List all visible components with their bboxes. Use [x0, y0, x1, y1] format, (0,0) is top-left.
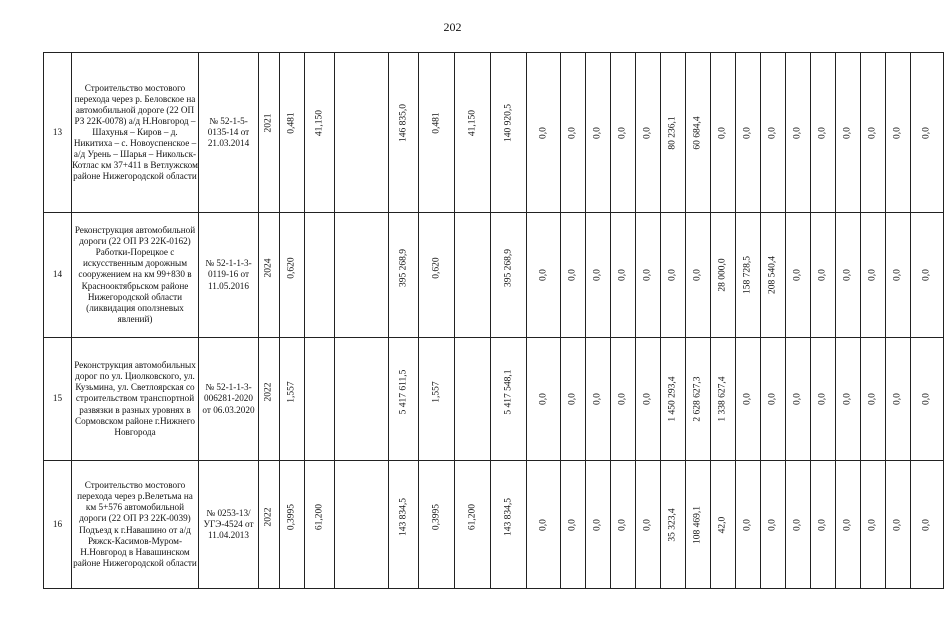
cell-value: 0,3995: [430, 503, 441, 530]
cell-value: 0,0: [867, 393, 878, 405]
cell-value: 0,0: [617, 126, 628, 139]
cell-value: 35 323,4: [667, 507, 678, 542]
value-cell: [861, 461, 886, 589]
value-cell: [861, 338, 886, 461]
cell-value: 1,557: [430, 380, 441, 403]
value-cell: [561, 338, 586, 461]
value-cell: [711, 338, 736, 461]
value-cell: [836, 461, 861, 589]
value-cell: [811, 338, 836, 461]
value-cell: [389, 461, 419, 589]
value-cell: [491, 213, 527, 338]
value-cell: [280, 213, 305, 338]
value-cell: [811, 53, 836, 213]
table-row: [44, 461, 944, 589]
value-cell: [455, 461, 491, 589]
value-cell: [280, 338, 305, 461]
value-cell: [761, 338, 786, 461]
cell-value: 1 338 627,4: [717, 376, 728, 422]
value-cell: [305, 213, 335, 338]
value-cell: [736, 53, 761, 213]
cell-value: 0,0: [537, 393, 548, 405]
cell-value: 0,0: [767, 518, 778, 531]
value-cell: [911, 53, 944, 213]
value-cell: [686, 213, 711, 338]
value-cell: [561, 213, 586, 338]
cell-value: 0,0: [617, 518, 628, 531]
cell-value: 0,0: [921, 126, 932, 139]
cell-value: 140 920,5: [502, 103, 513, 142]
cell-value: 42,0: [717, 516, 728, 533]
cell-value: 0,0: [792, 393, 803, 405]
cell-value: 0,0: [537, 518, 548, 531]
value-cell: [661, 53, 686, 213]
cell-value: 0,0: [592, 126, 603, 139]
cell-value: 0,0: [867, 518, 878, 531]
table-row: [44, 338, 944, 461]
value-cell: [886, 53, 911, 213]
cell-value: 0,0: [892, 269, 903, 281]
value-cell: [455, 213, 491, 338]
cell-value: 143 834,5: [502, 497, 513, 536]
value-cell: [389, 338, 419, 461]
value-cell: [259, 213, 280, 338]
object-name: Строительство мостового перехода через р. Беловское на автомобильной дороге (22 ОП РЗ 22К-0078) а/д Н.Новгород – Шахунья – Киров – д. Никитиха – с. Новоуспенское –а/д Урень – Шарья – Никольск-Котлас км 37+411 в Ветлужском районе Нижегородской области: [72, 53, 199, 213]
value-cell: [761, 213, 786, 338]
expertise-conclusion: № 52-1-5-0135-14 от 21.03.2014: [199, 53, 259, 213]
value-cell: [736, 338, 761, 461]
cell-value: 0,0: [537, 269, 548, 281]
value-cell: [886, 461, 911, 589]
value-cell: [836, 53, 861, 213]
cell-value: 0,0: [817, 518, 828, 531]
value-cell: [455, 53, 491, 213]
value-cell: [419, 338, 455, 461]
cell-value: 0,0: [817, 269, 828, 281]
value-cell: [586, 338, 611, 461]
cell-value: 0,0: [842, 126, 853, 139]
cell-value: 0,0: [642, 518, 653, 531]
cell-value: 2021: [263, 113, 274, 133]
value-cell: [786, 338, 811, 461]
value-cell: [611, 53, 636, 213]
cell-value: 208 540,4: [767, 256, 778, 294]
cell-value: 0,0: [792, 269, 803, 281]
cell-value: 0,0: [567, 269, 578, 281]
value-cell: [636, 461, 661, 589]
value-cell: [419, 461, 455, 589]
table-row: [44, 53, 944, 213]
value-cell: [661, 461, 686, 589]
cell-value: 146 835,0: [397, 103, 408, 142]
value-cell: [686, 53, 711, 213]
cell-value: 0,481: [430, 112, 441, 134]
value-cell: [911, 338, 944, 461]
cell-value: 0,0: [642, 269, 653, 281]
cell-value: 0,0: [617, 269, 628, 281]
value-cell: [611, 461, 636, 589]
cell-value: 108 469,1: [692, 505, 703, 544]
value-cell: [491, 461, 527, 589]
value-cell: [280, 461, 305, 589]
table-row: [44, 213, 944, 338]
cell-value: 143 834,5: [397, 497, 408, 536]
cell-value: 0,0: [817, 126, 828, 139]
cell-value: 0,0: [717, 126, 728, 139]
value-cell: [711, 53, 736, 213]
expertise-conclusion: № 52-1-1-3-006281-2020 от 06.03.2020: [199, 338, 259, 461]
value-cell: [527, 213, 561, 338]
cell-value: 0,481: [286, 112, 297, 134]
cell-value: 0,0: [842, 393, 853, 405]
value-cell: [611, 213, 636, 338]
value-cell: [761, 53, 786, 213]
cell-value: 0,0: [592, 393, 603, 405]
cell-value: 61,200: [466, 503, 477, 530]
object-name: Реконструкция автомобильной дороги (22 ОП РЗ 22К-0162) Работки-Порецкое с искусственным дорожным сооружением на км 99+830 в Краснооктябрьском районе Нижегородской области (ликвидация оползневых явлений): [72, 213, 199, 338]
cell-value: 0,0: [567, 126, 578, 139]
cell-value: 2022: [263, 382, 274, 402]
cell-value: 80 236,1: [667, 115, 678, 150]
cell-value: 395 268,9: [397, 248, 408, 287]
cell-value: 0,0: [817, 393, 828, 405]
cell-value: 61,200: [313, 503, 324, 530]
cell-value: 28 000,0: [717, 258, 728, 292]
value-cell: [786, 461, 811, 589]
value-cell: [259, 461, 280, 589]
cell-value: 0,620: [430, 256, 441, 279]
value-cell: [661, 213, 686, 338]
cell-value: 5 417 611,5: [397, 369, 408, 415]
cell-value: 395 268,9: [502, 248, 513, 287]
cell-value: 0,0: [892, 518, 903, 531]
cell-value: 0,0: [842, 518, 853, 531]
value-cell: [786, 213, 811, 338]
value-cell: [861, 53, 886, 213]
value-cell: [561, 53, 586, 213]
value-cell: [335, 53, 389, 213]
value-cell: [389, 213, 419, 338]
value-cell: [686, 461, 711, 589]
value-cell: [491, 338, 527, 461]
value-cell: [636, 213, 661, 338]
value-cell: [686, 338, 711, 461]
cell-value: 0,0: [767, 393, 778, 405]
value-cell: [527, 338, 561, 461]
data-table: [43, 52, 944, 589]
cell-value: 41,150: [313, 109, 324, 137]
value-cell: [389, 53, 419, 213]
cell-value: 0,0: [892, 393, 903, 405]
cell-value: 0,0: [692, 269, 703, 281]
value-cell: [836, 213, 861, 338]
value-cell: [280, 53, 305, 213]
cell-value: 0,0: [617, 393, 628, 405]
value-cell: [761, 461, 786, 589]
cell-value: 0,0: [667, 269, 678, 281]
cell-value: 158 728,5: [742, 256, 753, 294]
value-cell: [661, 338, 686, 461]
cell-value: 0,3995: [286, 503, 297, 530]
value-cell: [455, 338, 491, 461]
cell-value: 0,0: [742, 393, 753, 405]
value-cell: [711, 461, 736, 589]
expertise-conclusion: № 0253-13/УГЭ-4524 от 11.04.2013: [199, 461, 259, 589]
cell-value: 0,0: [767, 126, 778, 139]
cell-value: 0,0: [792, 126, 803, 139]
cell-value: 2 628 627,3: [692, 376, 703, 422]
value-cell: [259, 53, 280, 213]
cell-value: 0,0: [742, 126, 753, 139]
value-cell: [527, 461, 561, 589]
value-cell: [419, 53, 455, 213]
expertise-conclusion: № 52-1-1-3-0119-16 от 11.05.2016: [199, 213, 259, 338]
cell-value: 0,0: [567, 393, 578, 405]
object-name: Строительство мостового перехода через р.Велетьма на км 5+576 автомобильной дороги (22 ОП РЗ 22К-0039) Подъезд к г.Навашино от а/д Ряжск-Касимов-Муром-Н.Новгород в Навашинском районе Нижегородской области: [72, 461, 199, 589]
value-cell: [586, 53, 611, 213]
cell-value: 0,0: [921, 393, 932, 405]
value-cell: [561, 461, 586, 589]
cell-value: 1 450 293,4: [667, 376, 678, 422]
value-cell: [886, 213, 911, 338]
value-cell: [491, 53, 527, 213]
cell-value: 0,0: [567, 518, 578, 531]
cell-value: 2022: [263, 507, 274, 527]
cell-value: 0,0: [642, 126, 653, 139]
row-number: 15: [44, 338, 72, 461]
cell-value: 5 417 548,1: [502, 369, 513, 415]
cell-value: 0,0: [892, 126, 903, 139]
cell-value: 0,0: [792, 518, 803, 531]
value-cell: [259, 338, 280, 461]
value-cell: [305, 53, 335, 213]
value-cell: [786, 53, 811, 213]
cell-value: 0,0: [592, 269, 603, 281]
row-number: 13: [44, 53, 72, 213]
value-cell: [335, 213, 389, 338]
cell-value: 0,0: [642, 393, 653, 405]
cell-value: 0,620: [286, 256, 297, 279]
cell-value: 41,150: [466, 109, 477, 137]
value-cell: [611, 338, 636, 461]
value-cell: [335, 338, 389, 461]
cell-value: 0,0: [592, 518, 603, 531]
value-cell: [811, 213, 836, 338]
cell-value: 0,0: [867, 269, 878, 281]
value-cell: [911, 213, 944, 338]
value-cell: [911, 461, 944, 589]
cell-value: 0,0: [921, 269, 932, 281]
page-number: 202: [443, 20, 462, 34]
value-cell: [811, 461, 836, 589]
row-number: 16: [44, 461, 72, 589]
value-cell: [305, 461, 335, 589]
value-cell: [586, 461, 611, 589]
value-cell: [836, 338, 861, 461]
cell-value: 2024: [263, 258, 274, 278]
value-cell: [419, 213, 455, 338]
object-name: Реконструкция автомобильных дорог по ул. Циолковского, ул. Кузьмина, ул. Светлоярская со строительством транспортной развязки в разных уровнях в Сормовском районе г.Нижнего Новгорода: [72, 338, 199, 461]
value-cell: [711, 213, 736, 338]
value-cell: [305, 338, 335, 461]
value-cell: [527, 53, 561, 213]
value-cell: [335, 461, 389, 589]
cell-value: 0,0: [742, 518, 753, 531]
cell-value: 0,0: [921, 518, 932, 531]
cell-value: 60 684,4: [692, 115, 703, 150]
cell-value: 1,557: [286, 380, 297, 403]
cell-value: 0,0: [867, 126, 878, 139]
row-number: 14: [44, 213, 72, 338]
value-cell: [636, 53, 661, 213]
cell-value: 0,0: [537, 126, 548, 139]
value-cell: [636, 338, 661, 461]
value-cell: [886, 338, 911, 461]
value-cell: [736, 461, 761, 589]
value-cell: [861, 213, 886, 338]
value-cell: [586, 213, 611, 338]
value-cell: [736, 213, 761, 338]
cell-value: 0,0: [842, 269, 853, 281]
